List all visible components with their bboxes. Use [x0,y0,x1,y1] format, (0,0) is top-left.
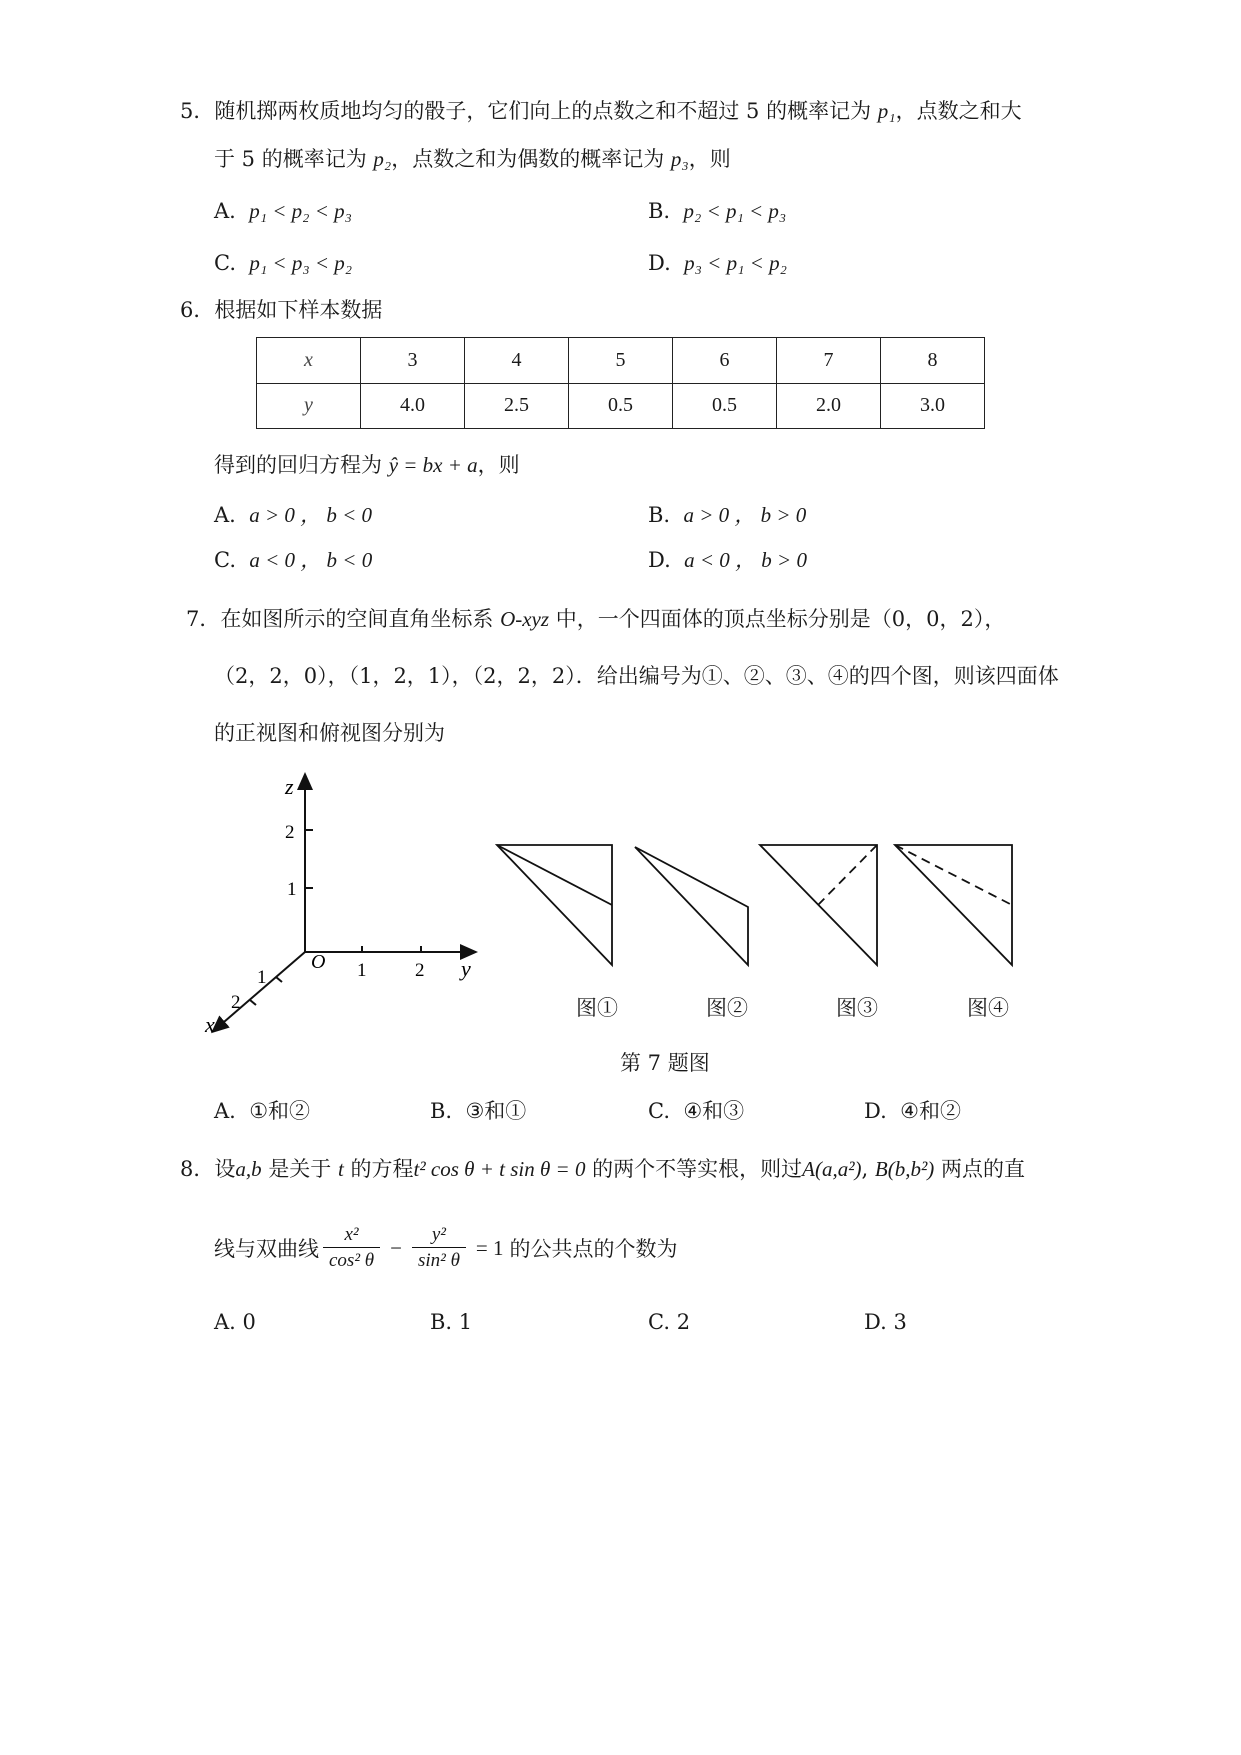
q8-point-b: B(b,b²) [874,1157,935,1181]
option-label: C. [214,251,236,275]
sample-data-table [256,337,985,429]
option-label: C. [648,1099,670,1123]
option-text: ③和① [465,1099,527,1123]
table-cell: 7 [777,338,881,384]
q6-regression-head: 得到的回归方程为 [214,453,382,477]
view-figure-1 [497,845,612,965]
q6-title: 6．根据如下样本数据 [180,298,383,322]
option-text: 2 [676,1310,691,1334]
q5-p3: p₃ [670,147,689,171]
q5-option-a[interactable] [214,196,352,226]
views-figure [490,835,1030,975]
option-expr: a > 0 ， b > 0 [683,503,807,527]
option-label: B. [648,503,671,527]
q8-line1-head: 8．设 [180,1157,236,1181]
option-expr: p₁ < p₂ < p₃ [249,199,352,223]
q8-point-a: A(a,a²) [802,1157,862,1181]
option-label: D. [864,1099,887,1123]
option-expr: p₁ < p₃ < p₂ [249,251,353,275]
option-text: ①和② [249,1099,311,1123]
q5-line1-tail: ，点数之和大 [895,99,1022,123]
q5-line1-text: 5．随机掷两枚质地均匀的骰子，它们向上的点数之和不超过 5 的概率记为 [180,99,872,123]
z-tick-label: 1 [287,879,297,900]
fraction-y [412,1223,466,1274]
q7-line1-tail: 中，一个四面体的顶点坐标分别是（0，0，2）， [555,607,1006,631]
q5-line1 [180,96,1022,126]
q8-option-c[interactable] [648,1307,690,1337]
option-text: ④和② [900,1099,961,1123]
q7-option-c[interactable] [648,1096,744,1126]
fraction-x [323,1223,380,1274]
origin-label: O [311,951,326,973]
q5-line2-tail: ，则 [688,147,731,171]
x-axis [217,952,305,1028]
view-figure-4 [895,845,1012,965]
q8-t: t [338,1157,344,1181]
option-expr: a < 0 ， b > 0 [684,548,807,572]
q7-system: O-xyz [500,607,550,631]
q6-option-a[interactable] [214,500,372,530]
q6-regression-tail: ，则 [477,453,520,477]
table-cell: 5 [569,338,673,384]
q8-line2-head: 线与双曲线 [214,1237,319,1261]
option-label: D. [648,251,671,275]
q8-option-a[interactable] [214,1307,256,1337]
figure-caption: 第 7 题图 [620,1051,710,1075]
view-label-3: 图③ [836,996,878,1020]
x-axis-label: x [205,1012,215,1037]
q7-line3: 的正视图和俯视图分别为 [214,721,445,745]
q5-p2: p₂ [373,147,392,171]
z-axis-label: z [285,774,294,799]
table-cell: 3 [361,338,465,384]
fraction-numerator: x² [344,1223,359,1245]
q7-line1-head: 7．在如图所示的空间直角坐标系 [186,607,494,631]
table-cell: 0.5 [673,383,777,429]
option-expr: a < 0 ， b < 0 [249,548,373,572]
option-expr: p₃ < p₁ < p₂ [684,251,787,275]
q6-option-b[interactable] [648,500,806,530]
q5-line2-mid: ，点数之和为偶数的概率记为 [391,147,665,171]
option-expr: a > 0 ， b < 0 [249,503,373,527]
q8-line1: 8．设a,b 是关于 t 的方程t² cos θ + t sin θ = 0 的两个不等实根，则过A(a,a²), B(b,b²) 两点的直 [180,1157,1025,1181]
q7-line2: （2，2，0），（1，2，1），（2，2，2）．给出编号为①、②、③、④的四个图，则该四面体 [214,664,1059,688]
view-label-1: 图① [576,996,618,1020]
table-cell: 2.0 [777,383,881,429]
table-cell: 3.0 [881,383,985,429]
option-label: D. [864,1310,887,1334]
q8-line1-tail: 两点的直 [940,1157,1025,1181]
table-row-y [257,383,985,429]
equals-one: = 1 [475,1235,504,1260]
option-label: C. [648,1310,670,1334]
minus-sign: − [390,1235,402,1260]
option-label: B. [430,1310,453,1334]
table-cell: 2.5 [465,383,569,429]
table-cell: 4 [465,338,569,384]
q5-option-c[interactable] [214,248,352,278]
z-tick-label: 2 [285,822,295,843]
q8-equation: t² cos θ + t sin θ = 0 [413,1157,586,1181]
q7-option-b[interactable] [430,1096,526,1126]
option-label: A. [214,199,236,223]
fraction-numerator: y² [431,1223,446,1245]
view-figure-3 [760,845,877,965]
option-label: A. [214,1099,236,1123]
q5-option-b[interactable] [648,196,786,226]
q6-regression-expr: ŷ = bx + a [388,453,478,477]
option-label: A. [214,503,236,527]
option-label: D. [648,548,671,572]
q7-option-a[interactable] [214,1096,310,1126]
option-expr: p₂ < p₁ < p₃ [683,199,787,223]
table-row-x [257,338,985,384]
option-text: 0 [242,1310,256,1334]
table-cell: 8 [881,338,985,384]
q8-line1-mid2: 的方程 [350,1157,414,1181]
q6-option-d[interactable] [648,545,807,575]
q8-line2-tail: 的公共点的个数为 [509,1237,678,1261]
q5-line2 [214,144,731,174]
q5-option-d[interactable] [648,248,787,278]
view-label-4: 图④ [967,996,1009,1020]
table-cell: 0.5 [569,383,673,429]
q6-option-c[interactable] [214,545,372,575]
option-text: 1 [458,1310,473,1334]
fraction-denominator: sin² θ [412,1247,466,1274]
option-label: B. [648,199,671,223]
q5-line2-head: 于 5 的概率记为 [214,147,367,171]
view-figure-2 [635,847,748,965]
x-tick-label: 1 [257,967,267,988]
q5-p1: p₁ [877,99,896,123]
view-label-2: 图② [706,996,748,1020]
table-cell-y-label: y [257,383,361,429]
axes-3d-figure [195,770,485,1040]
option-text: 3 [893,1310,907,1334]
table-cell: 6 [673,338,777,384]
option-text: ④和③ [683,1099,745,1123]
q8-option-b[interactable] [430,1307,472,1337]
option-label: C. [214,548,236,572]
q7-line1 [186,604,1005,634]
x-tick-label: 2 [231,992,241,1013]
table-cell-x-label: x [257,338,361,384]
y-axis-label: y [461,956,471,981]
q8-option-d[interactable] [864,1307,907,1337]
q8-line1-mid3: 的两个不等实根，则过 [592,1157,803,1181]
fraction-denominator: cos² θ [323,1247,380,1274]
option-label: B. [430,1099,453,1123]
option-label: A. [214,1310,236,1334]
q8-line2 [214,1218,678,1278]
q8-ab: a,b [235,1157,262,1181]
table-cell: 4.0 [361,383,465,429]
y-tick-label: 1 [357,960,367,981]
y-tick-label: 2 [415,960,425,981]
q7-option-d[interactable] [864,1096,961,1126]
q6-regression-line [214,450,520,480]
q8-line1-mid: 是关于 [268,1157,332,1181]
